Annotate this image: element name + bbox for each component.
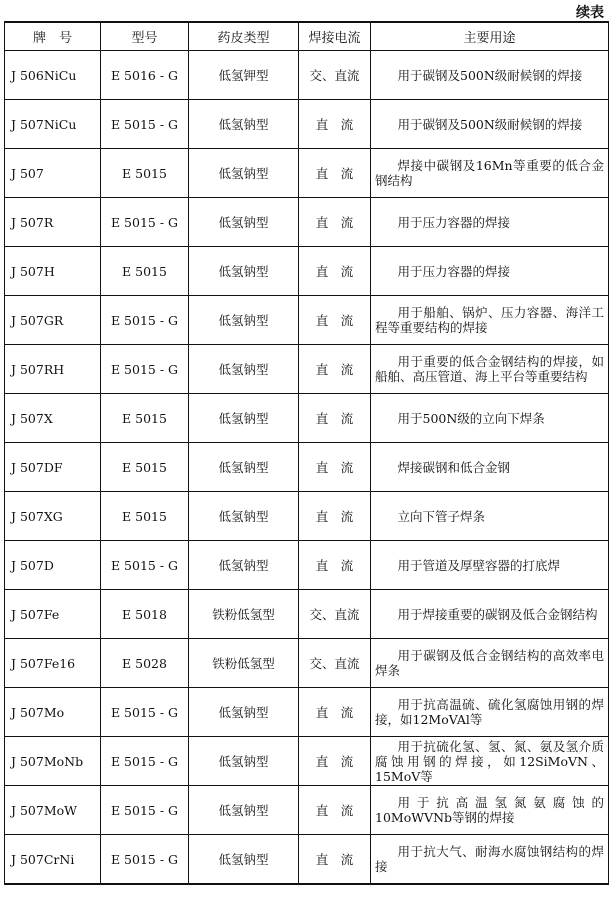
- cell-current: 交、直流: [299, 639, 371, 688]
- table-row: [5, 786, 609, 835]
- column-header-model: 型号: [101, 22, 189, 51]
- cell-usage: [371, 296, 609, 345]
- cell-coating: 低氢钠型: [189, 345, 299, 394]
- cell-brand: J 507H: [5, 247, 101, 296]
- usage-text: 用于抗大气、耐海水腐蚀钢结构的焊接: [375, 844, 604, 874]
- table-header-row: [5, 22, 609, 51]
- cell-model: E 5015 - G: [101, 541, 189, 590]
- cell-current: 交、直流: [299, 590, 371, 639]
- usage-text: 用于抗硫化氢、氢、氮、氨及氢介质腐蚀用钢的焊接，如12SiMoVN、15MoV等: [375, 738, 604, 784]
- cell-current: 直 流: [299, 345, 371, 394]
- cell-current: 直 流: [299, 443, 371, 492]
- cell-brand: J 506NiCu: [5, 51, 101, 100]
- usage-text: 用于重要的低合金钢结构的焊接，如船舶、高压管道、海上平台等重要结构: [375, 354, 604, 384]
- cell-model: E 5015 - G: [101, 198, 189, 247]
- cell-coating: 低氢钠型: [189, 541, 299, 590]
- table-row: [5, 149, 609, 198]
- cell-coating: 低氢钠型: [189, 296, 299, 345]
- cell-usage: [371, 786, 609, 835]
- table-row: [5, 443, 609, 492]
- table-row: [5, 394, 609, 443]
- usage-text: 立向下管子焊条: [397, 508, 486, 524]
- cell-current: 直 流: [299, 100, 371, 149]
- usage-text: 焊接中碳钢及16Mn等重要的低合金钢结构: [375, 158, 604, 188]
- cell-usage: [371, 443, 609, 492]
- usage-text: 用于抗高温氢氮氨腐蚀的10MoWVNb等钢的焊接: [375, 795, 604, 825]
- cell-brand: J 507CrNi: [5, 835, 101, 885]
- cell-current: 直 流: [299, 835, 371, 885]
- cell-brand: J 507DF: [5, 443, 101, 492]
- cell-coating: 低氢钠型: [189, 737, 299, 786]
- cell-coating: 低氢钠型: [189, 786, 299, 835]
- cell-model: E 5015 - G: [101, 835, 189, 885]
- cell-usage: [371, 247, 609, 296]
- cell-usage: [371, 345, 609, 394]
- usage-text: 用于500N级的立向下焊条: [397, 410, 545, 426]
- cell-usage: [371, 639, 609, 688]
- usage-text: 用于压力容器的焊接: [397, 214, 511, 230]
- cell-model: E 5015: [101, 149, 189, 198]
- cell-usage: [371, 688, 609, 737]
- cell-coating: 低氢钠型: [189, 394, 299, 443]
- column-header-usage: 主要用途: [371, 22, 609, 51]
- cell-brand: J 507D: [5, 541, 101, 590]
- cell-current: 直 流: [299, 394, 371, 443]
- table-row: [5, 688, 609, 737]
- usage-text: 用于碳钢及500N级耐候钢的焊接: [397, 116, 583, 132]
- cell-coating: 低氢钠型: [189, 443, 299, 492]
- cell-brand: J 507Fe16: [5, 639, 101, 688]
- table-row: [5, 541, 609, 590]
- cell-current: 直 流: [299, 247, 371, 296]
- usage-text: 用于船舶、锅炉、压力容器、海洋工程等重要结构的焊接: [375, 305, 604, 335]
- table-row: [5, 100, 609, 149]
- cell-current: 交、直流: [299, 51, 371, 100]
- cell-current: 直 流: [299, 149, 371, 198]
- cell-current: 直 流: [299, 492, 371, 541]
- cell-model: E 5015: [101, 492, 189, 541]
- welding-rod-table: [4, 21, 609, 885]
- cell-coating: 低氢钠型: [189, 247, 299, 296]
- cell-brand: J 507Fe: [5, 590, 101, 639]
- cell-brand: J 507Mo: [5, 688, 101, 737]
- table-row: [5, 835, 609, 885]
- cell-usage: [371, 541, 609, 590]
- usage-text: 用于碳钢及500N级耐候钢的焊接: [397, 67, 583, 83]
- cell-coating: 低氢钠型: [189, 149, 299, 198]
- cell-model: E 5015 - G: [101, 688, 189, 737]
- cell-usage: [371, 590, 609, 639]
- cell-model: E 5015 - G: [101, 296, 189, 345]
- cell-usage: [371, 198, 609, 247]
- cell-coating: 低氢钠型: [189, 492, 299, 541]
- cell-model: E 5015 - G: [101, 786, 189, 835]
- cell-current: 直 流: [299, 688, 371, 737]
- cell-brand: J 507X: [5, 394, 101, 443]
- cell-model: E 5016 - G: [101, 51, 189, 100]
- cell-current: 直 流: [299, 296, 371, 345]
- cell-brand: J 507GR: [5, 296, 101, 345]
- cell-current: 直 流: [299, 541, 371, 590]
- cell-coating: 低氢钠型: [189, 688, 299, 737]
- cell-coating: 低氢钠型: [189, 100, 299, 149]
- cell-coating: 低氢钠型: [189, 198, 299, 247]
- cell-brand: J 507MoNb: [5, 737, 101, 786]
- cell-brand: J 507XG: [5, 492, 101, 541]
- table-row: [5, 198, 609, 247]
- table-row: [5, 345, 609, 394]
- table-row: [5, 296, 609, 345]
- cell-brand: J 507MoW: [5, 786, 101, 835]
- continued-label: 续表: [576, 5, 604, 21]
- cell-brand: J 507R: [5, 198, 101, 247]
- cell-current: 直 流: [299, 786, 371, 835]
- usage-text: 用于管道及厚壁容器的打底焊: [397, 557, 561, 573]
- cell-usage: [371, 51, 609, 100]
- cell-brand: J 507: [5, 149, 101, 198]
- column-header-current: 焊接电流: [299, 22, 371, 51]
- cell-usage: [371, 835, 609, 885]
- cell-usage: [371, 492, 609, 541]
- cell-usage: [371, 737, 609, 786]
- column-header-coating: 药皮类型: [189, 22, 299, 51]
- cell-model: E 5015: [101, 394, 189, 443]
- cell-usage: [371, 394, 609, 443]
- cell-model: E 5015: [101, 443, 189, 492]
- column-header-brand: 牌 号: [5, 22, 101, 51]
- usage-text: 焊接碳钢和低合金钢: [397, 459, 511, 475]
- cell-model: E 5015 - G: [101, 100, 189, 149]
- cell-model: E 5018: [101, 590, 189, 639]
- cell-model: E 5015 - G: [101, 737, 189, 786]
- cell-model: E 5015: [101, 247, 189, 296]
- table-row: [5, 737, 609, 786]
- table-row: [5, 247, 609, 296]
- table-row: [5, 492, 609, 541]
- table-body: [5, 51, 609, 885]
- cell-coating: 铁粉低氢型: [189, 639, 299, 688]
- usage-text: 用于碳钢及低合金钢结构的高效率电焊条: [375, 648, 604, 678]
- table-row: [5, 51, 609, 100]
- cell-coating: 铁粉低氢型: [189, 590, 299, 639]
- cell-brand: J 507RH: [5, 345, 101, 394]
- cell-current: 直 流: [299, 198, 371, 247]
- cell-current: 直 流: [299, 737, 371, 786]
- table-row: [5, 639, 609, 688]
- usage-text: 用于焊接重要的碳钢及低合金钢结构: [397, 606, 598, 622]
- usage-text: 用于抗高温硫、硫化氢腐蚀用钢的焊接，如12MoVAl等: [375, 697, 604, 727]
- cell-model: E 5028: [101, 639, 189, 688]
- cell-model: E 5015 - G: [101, 345, 189, 394]
- cell-usage: [371, 100, 609, 149]
- cell-brand: J 507NiCu: [5, 100, 101, 149]
- table-row: [5, 590, 609, 639]
- usage-text: 用于压力容器的焊接: [397, 263, 511, 279]
- cell-usage: [371, 149, 609, 198]
- cell-coating: 低氢钠型: [189, 835, 299, 885]
- cell-coating: 低氢钾型: [189, 51, 299, 100]
